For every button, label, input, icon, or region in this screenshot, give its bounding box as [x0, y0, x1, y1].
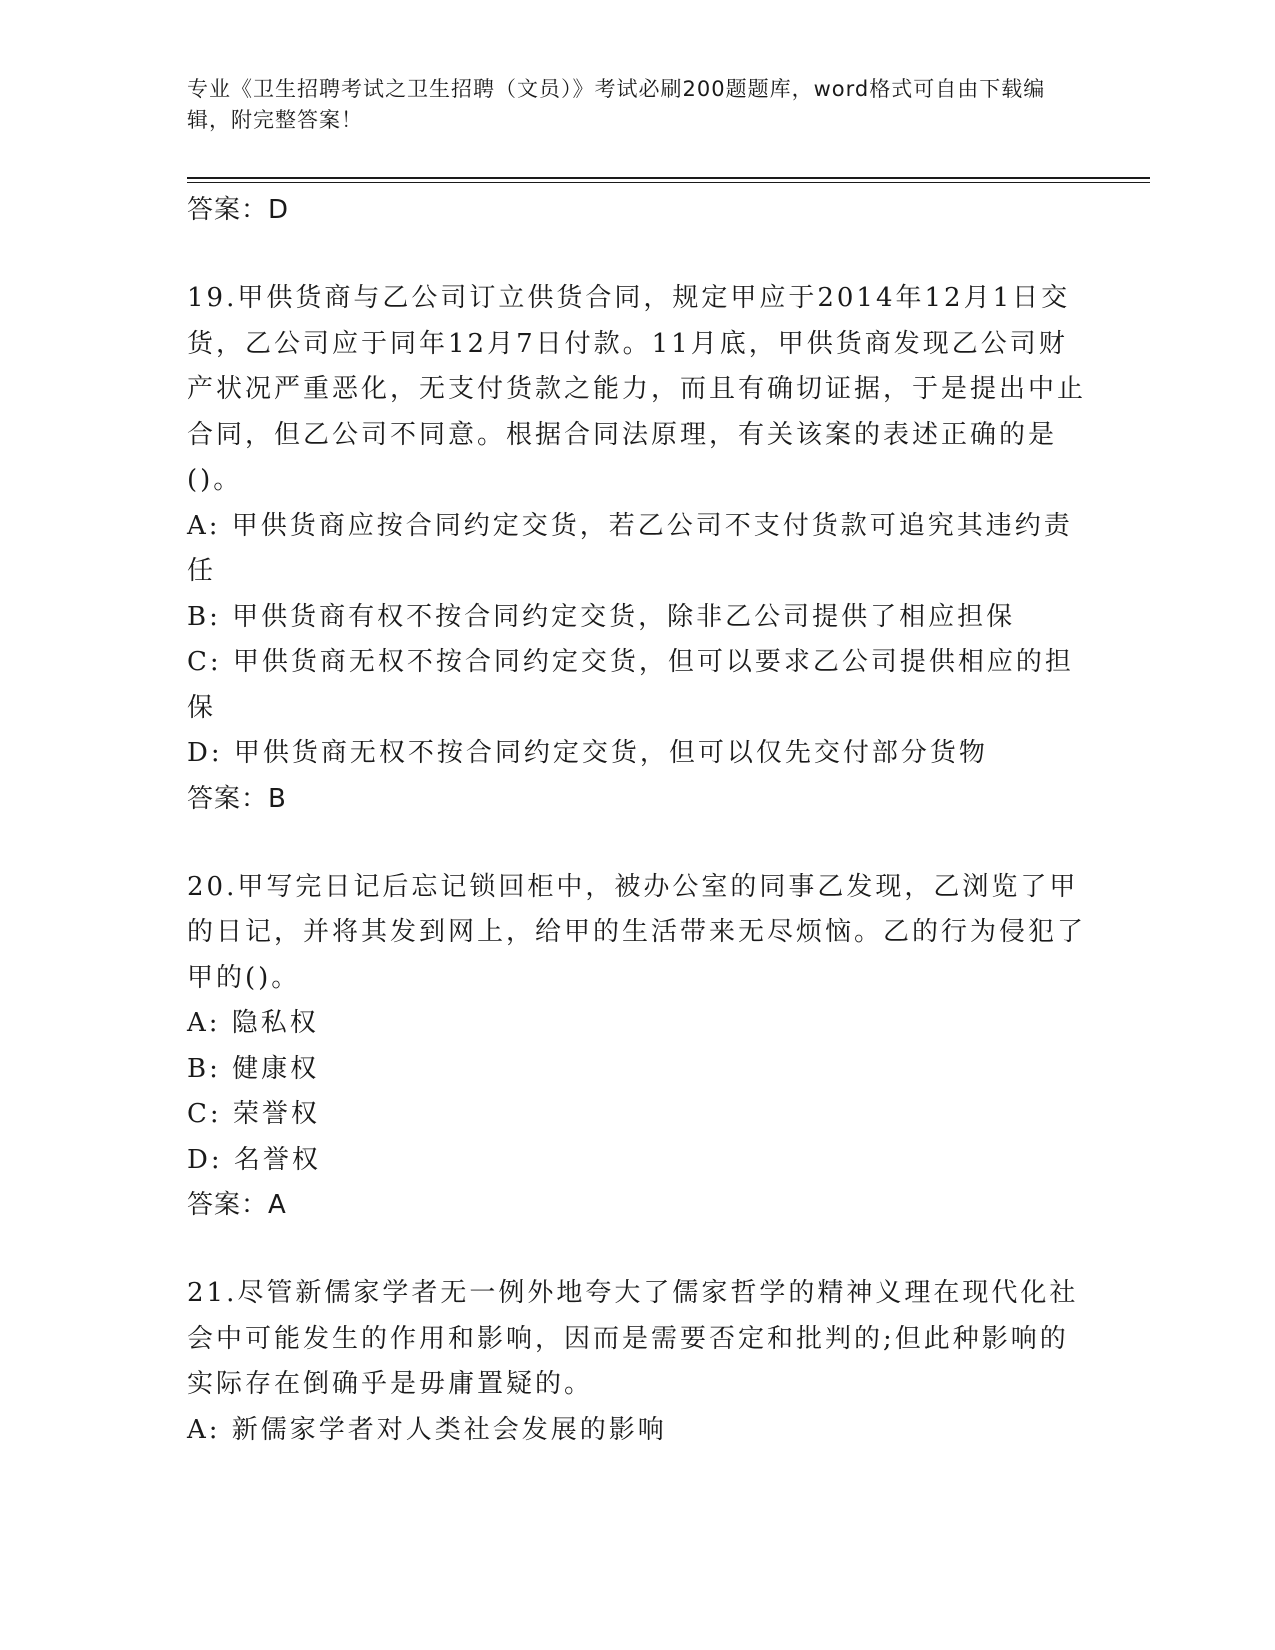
option-c: C: 甲供货商无权不按合同约定交货，但可以要求乙公司提供相应的担保	[187, 647, 1074, 723]
question-stem: 19.甲供货商与乙公司订立供货合同，规定甲应于2014年12月1日交货，乙公司应于同年12月7日付款。11月底，甲供货商发现乙公司财产状况严重恶化，无支付货款之能力，而且有确切证据，于是提出中止合同，但乙公司不同意。根据合同法原理，有关该案的表述正确的是()。	[187, 283, 1087, 495]
page-header	[187, 74, 1067, 136]
question-20	[187, 865, 1087, 1228]
question-answer: 答案：A	[187, 1190, 287, 1220]
option-d: D: 名誉权	[187, 1144, 321, 1175]
document-body	[187, 188, 1087, 1453]
question-stem: 20.甲写完日记后忘记锁回柜中，被办公室的同事乙发现，乙浏览了甲的日记，并将其发到网上，给甲的生活带来无尽烦恼。乙的行为侵犯了甲的()。	[187, 871, 1087, 993]
option-b: B: 甲供货商有权不按合同约定交货，除非乙公司提供了相应担保	[187, 601, 1016, 632]
question-answer: 答案：B	[187, 783, 287, 814]
header-text: 专业《卫生招聘考试之卫生招聘（文员）》考试必刷200题题库，word格式可自由下载编辑，附完整答案！	[187, 77, 1046, 132]
previous-answer: 答案：D	[187, 195, 290, 225]
option-a: A: 新儒家学者对人类社会发展的影响	[187, 1414, 667, 1445]
question-stem: 21.尽管新儒家学者无一例外地夸大了儒家哲学的精神义理在现代化社会中可能发生的作用和影响，因而是需要否定和批判的;但此种影响的实际存在倒确乎是毋庸置疑的。	[187, 1278, 1079, 1399]
question-21	[187, 1271, 1087, 1453]
option-c: C: 荣誉权	[187, 1099, 320, 1129]
option-d: D: 甲供货商无权不按合同约定交货，但可以仅先交付部分货物	[187, 738, 988, 768]
question-19	[187, 276, 1087, 821]
option-b: B: 健康权	[187, 1053, 320, 1084]
header-divider-thin	[187, 182, 1150, 183]
header-divider-thick	[187, 177, 1150, 179]
option-a: A: 隐私权	[187, 1008, 319, 1038]
option-a: A: 甲供货商应按合同约定交货，若乙公司不支付货款可追究其违约责任	[187, 510, 1073, 586]
